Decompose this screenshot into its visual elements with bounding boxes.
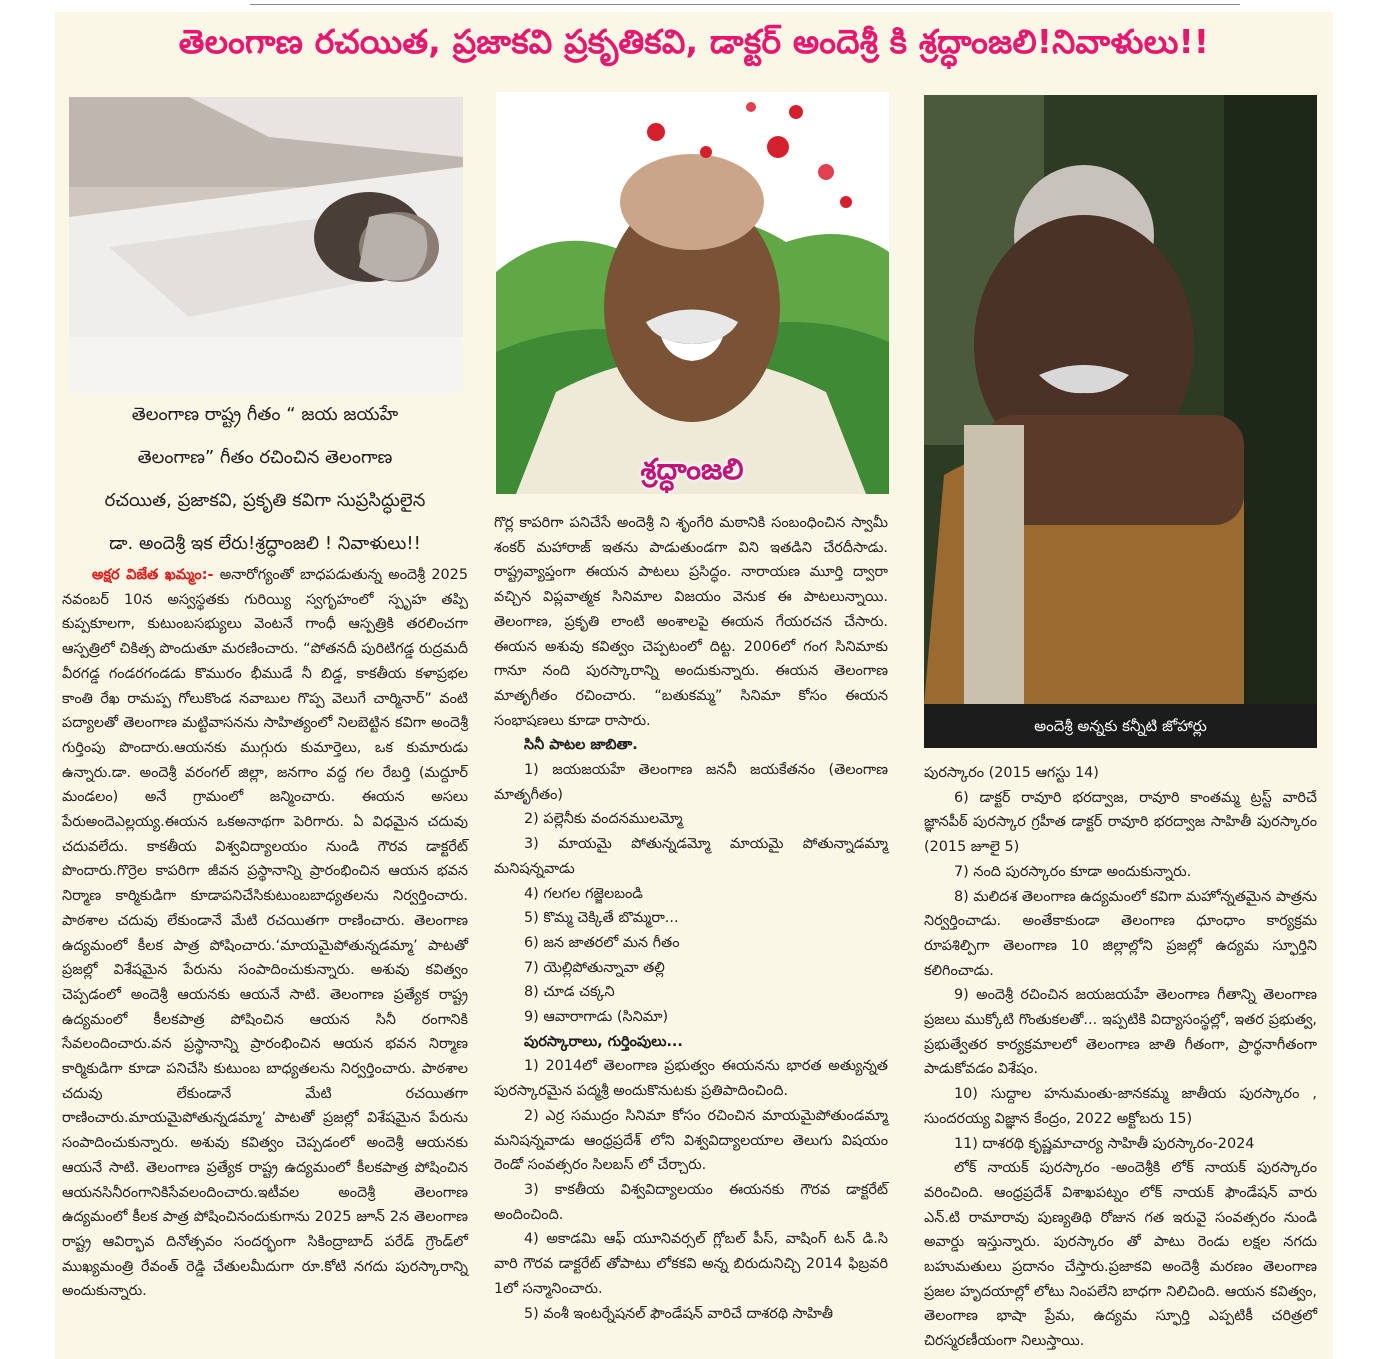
list-item: 6) డాక్టర్ రావూరి భరద్వాజ, రావూరి కాంతమ్మ ట్రస్ట్ వారిచే జ్ఞానపీఠ్ పురస్కార గ్రహీత డాక్టర్ రావూరి భరద్వాజ సాహితీ పురస్కారం (2015 జూలై 5) xyxy=(924,789,1317,856)
photo-center xyxy=(496,92,889,494)
list-item: 9) అందెశ్రీ రచించిన జయజయహే తెలంగాణ గీతాన్ని తెలంగాణ ప్రజలు ముక్కోటి గొంతుకలతో... ఇప్పటికి విద్యాసంస్థల్లో, ఇతర ప్రభుత్వ, ప్రభుత్వేతర కార్యక్రమాలలో తెలంగాణ జాతి గీతంగా, ప్రార్థనాగీతంగా పాడుకోవడం విశేషం. xyxy=(924,987,1317,1078)
byline: అక్షర విజేత ఖమ్మం:- xyxy=(92,567,214,583)
article-text: అనారోగ్యంతో బాధపడుతున్న అందెశ్రీ 2025 నవంబర్ 10న అస్వస్థతకు గురియ్యి స్వగృహంలో స్పృహ తప్పి కుప్పకూలగా, కుటుంబసభ్యులు వెంటనే గాంధీ ఆస్పత్రికి తరలించగా ఆస్పత్రిలో చికిత్స పొందుతూ మరణించారు. “పోతనదీ పురిటిగడ్డ రుద్రమదీ వీరగడ్డ గండరగండడు కొమురం భీముడే నీ బిడ్డ, కాకతీయ కళాప్రభల కాంతి రేఖ రామప్ప గోలుకొండ నవాబుల గొప్ప వెలుగే చార్మినార్” వంటి పద్యాలతో తెలంగాణ మట్టివాసనను సాహిత్యంలో నిలబెట్టిన కవిగా అందెశ్రీ గుర్తింపు పొందారు.ఆయనకు ముగ్గురు కుమార్తెలు, ఒక కుమారుడు ఉన్నారు.డా. అందెశ్రీ వరంగల్ జిల్లా, జనగాం వద్ద గల రేబర్తి (మద్దూర్ మండలం) అనే గ్రామంలో జన్మించారు. ఈయన అసలు పేరుఅందెఎల్లయ్య.ఈయన ఒకఅనాథగా పెరిగారు. ఏ విధమైన చదువు చదువలేదు. కాకతీయ విశ్వవిద్యాలయం నుండి గౌరవ డాక్టరేట్ పొందారు.గొర్రెల కాపరిగా జీవన ప్రస్థానాన్ని ప్రారంభించిన ఆయన భవన నిర్మాణ కార్మికుడిగా కూడాపనిచేసికుటుంబబాధ్యతలను నిర్వర్తించారు. పాఠశాల చదువు లేకుండానే మేటి రచయితగా రాణించారు. తెలంగాణ ఉద్యమంలో కీలక పాత్ర పోషించారు.‘మాయమైపోతున్నడమ్మా’ పాటతో ప్రజల్లో విశేషమైన పేరును సంపాదించుకున్నారు. అశువు కవిత్వం చెప్పడంలో అందెశ్రీ ఆయనకు ఆయనే సాటి. తెలంగాణ ప్రత్యేక రాష్ట్ర ఉద్యమంలో కీలకపాత్ర పోషించిన ఆయన సినీ రంగానికి సేవలందించారు.వన ప్రస్థానాన్ని ప్రారంభించిన ఆయన భవన నిర్మాణ కార్మికుడిగా కూడా పనిచేసి కుటుంబ బాధ్యతలను నిర్వర్తించారు. పాఠశాల చదువు లేకుండానే మేటి రచయితగా రాణించారు.మాయమైపోతున్నడమ్మా’ పాటతో ప్రజల్లో విశేషమైన పేరును సంపాదించుకున్నారు. అశువు కవిత్వం చెప్పడంలో అందెశ్రీ ఆయనకు ఆయనే సాటి. తెలంగాణ ప్రత్యేక రాష్ట్ర ఉద్యమంలో కీలకపాత్ర పోషించిన ఆయనసినీరంగానికిసేవలందించారు.ఇటీవల అందెశ్రీ తెలంగాణ ఉద్యమంలో కీలక పాత్ర పోషించినందుకుగాను 2025 జూన్ 2న తెలంగాణ రాష్ట్ర ఆవిర్భావ దినోత్సవం సందర్భంగా సికింద్రాబాద్ పరేడ్ గ్రౌండ్‌లో ముఖ్యమంత్రి రేవంత్ రెడ్డి చేతులమీదుగా రూ.కోటి నగదు పురస్కారాన్ని అందుకున్నారు. xyxy=(62,567,468,1300)
list-item: 8) చూడ చక్కని xyxy=(524,984,615,1001)
article-paragraph: పురస్కారం (2015 ఆగస్టు 14) xyxy=(924,765,1099,781)
article-paragraph xyxy=(62,563,468,1304)
list-item: 2) ఎర్ర సముద్రం సినిమా కోసం రచించిన మాయమైపోతుండమ్మా మనిషన్నవాడు ఆంధ్రప్రదేశ్ లోని విశ్వవిద్యాలయాల తెలుగు విషయం రెండో సంవత్సరం సిలబస్ లో చేర్చారు. xyxy=(494,1107,888,1174)
caption-line: డా. అందెశ్రీ ఇక లేరు!శ్రద్ధాంజలి ! నివాళులు!! xyxy=(109,533,421,554)
list-item: 5) వంశీ ఇంటర్నేషనల్ ఫౌండేషన్ వారిచే దాశరథి సాహితీ xyxy=(524,1305,834,1322)
article-column-3 xyxy=(924,761,1317,1354)
songs-heading: సినీ పాటల జాబితా. xyxy=(524,737,638,754)
list-item: 1) 2014లో తెలంగాణ ప్రభుత్వం ఈయనను భారత అత్యున్నత పురస్కారమైన పద్మశ్రీ అందుకొనుటకు ప్రతిపాదించింది. xyxy=(494,1058,888,1100)
list-item: 7) నంది పురస్కారం కూడా అందుకున్నారు. xyxy=(954,863,1192,880)
list-item: 4) గలగల గజ్జెలబండి xyxy=(524,885,643,902)
awards-heading: పురస్కారాలు, గుర్తింపులు... xyxy=(524,1033,683,1050)
article-paragraph: గొర్ల కాపరిగా పనిచేసే అందెశ్రీ ని శృంగేరి మఠానికి సంబంధించిన స్వామీ శంకర్ మహారాజ్ ఇతను పాడుతుండగా విని ఇతడిని చేరదీసాడు. రాష్ట్రవ్యాప్తంగా ఈయన పాటలు ప్రసిద్ధం. నారాయణ మూర్తి ద్వారా వచ్చిన విప్లవాత్మక సినిమాల విజయం వెనుక ఈ పాటలున్నాయి. తెలంగాణ, ప్రకృతి లాంటి అంశాలపై ఈయన గేయరచన చేసారు. ఈయన అశువు కవిత్వం చెప్పటంలో దిట్ట. 2006లో గంగ సినిమాకు గానూ నంది పురస్కారాన్ని అందుకున్నారు. ఈయన తెలంగాణ మాతృగీతం రచించారు. “బతుకమ్మ” సినిమా కోసం ఈయన సంభాషణలు కూడా రాసారు. xyxy=(494,515,888,729)
list-item: 9) ఆవారాగాడు (సినిమా) xyxy=(524,1009,669,1026)
list-item: 3) మాయమై పోతున్నడమ్మో మాయమై పోతున్నాడమ్మా మనిషన్నవాడు xyxy=(494,836,888,877)
headline: తెలంగాణ రచయిత, ప్రజాకవి ప్రకృతికవి, డాక్టర్ అందెశ్రీ కి శ్రద్ధాంజలి!నివాళులు!! xyxy=(178,22,1210,61)
photo-left xyxy=(69,97,463,393)
list-item: 10) సుద్దాల హనుమంతు-జానకమ్మ జాతీయ పురస్కారం , సుందరయ్య విజ్ఞాన కేంద్రం, 2022 అక్టోబరు 15) xyxy=(924,1086,1317,1127)
list-item: 5) కొమ్మ చెక్కితే బొమ్మరా... xyxy=(524,910,679,927)
list-item: 6) జన జాతరలో మన గీతం xyxy=(524,934,680,951)
caption-line: తెలంగాణ రాష్ట్ర గీతం “ జయ జయహే xyxy=(131,404,399,425)
tribute-label: శ్రద్ధాంజలి xyxy=(640,452,744,486)
top-rule xyxy=(250,4,1240,5)
list-item: 4) అకాడమి ఆఫ్ యూనివర్సల్ గ్లోబల్ పీస్, వాషింగ్ టన్ డి.సి వారి గౌరవ డాక్టరేట్ తోపాటు లోకకవి అన్న బిరుదునిచ్చి 2014 ఫిబ్రవరి 1లో సన్మానించారు. xyxy=(494,1231,888,1297)
list-item: 3) కాకతీయ విశ్వవిద్యాలయం ఈయనకు గౌరవ డాక్టరేట్ అందించింది. xyxy=(494,1181,888,1223)
list-item: 1) జయజయహే తెలంగాణ జననీ జయకేతనం (తెలంగాణ మాతృగీతం) xyxy=(494,762,888,803)
photo-right xyxy=(924,95,1317,705)
list-item: 11) దాశరథి కృష్ణమాచార్య సాహితీ పురస్కారం-2024 xyxy=(954,1135,1255,1152)
photo-caption-left xyxy=(62,393,468,565)
article-paragraph: లోక్ నాయక్ పురస్కారం -అందెశ్రీకి లోక్ నాయక్ పురస్కారం వరించింది. ఆంధ్రప్రదేశ్ విశాఖపట్నం లోక్ నాయక్ ఫౌండేషన్ వారు ఎన్.టి రామారావు పుణ్యతిథి రోజున గత ఇరువై సంవత్సరం నుండి అవార్డు ఇస్తున్నారు. పురస్కారం తో పాటు రెండు లక్షల నగదు బహుమతులు ప్రదానం చేస్తారు.ప్రజాకవి అందెశ్రీ మరణం తెలంగాణ ప్రజల హృదయాల్లో లోటు నింపలేని బాధగా నిలిచింది. ఆయన కవిత్వం, తెలంగాణ భాషా ప్రేమ, ఉద్యమ స్ఫూర్తి ఎప్పటికీ చరిత్రలో చిరస్మరణీయంగా నిలుస్తాయి. xyxy=(924,1160,1317,1350)
caption-line: తెలంగాణ” గీతం రచించిన తెలంగాణ xyxy=(137,447,393,468)
list-item: 8) మలిదశ తెలంగాణ ఉద్యమంలో కవిగా మహోన్నతమైన పాత్రను నిర్వర్తించాడు. అంతేకాకుండా తెలంగాణ ధూంధాం కార్యక్రమ రూపశిల్పిగా తెలంగాణ 10 జిల్లాల్లోని ప్రజల్లో ఉద్యమ స్ఫూర్తిని కలిగించాడు. xyxy=(924,888,1317,979)
list-item: 7) యెల్లిపోతున్నావా తల్లి xyxy=(524,959,665,976)
list-item: 2) పల్లెనీకు వందనములమ్మో xyxy=(524,811,683,828)
photo-caption-right: అందెశ్రీ అన్నకు కన్నీటి జోహార్లు xyxy=(924,704,1317,748)
caption-line: రచయిత, ప్రజాకవి, ప్రకృతి కవిగా సుప్రసిద్ధులైన xyxy=(104,490,426,511)
article-column-1 xyxy=(62,563,468,1304)
article-column-2 xyxy=(494,511,888,1326)
